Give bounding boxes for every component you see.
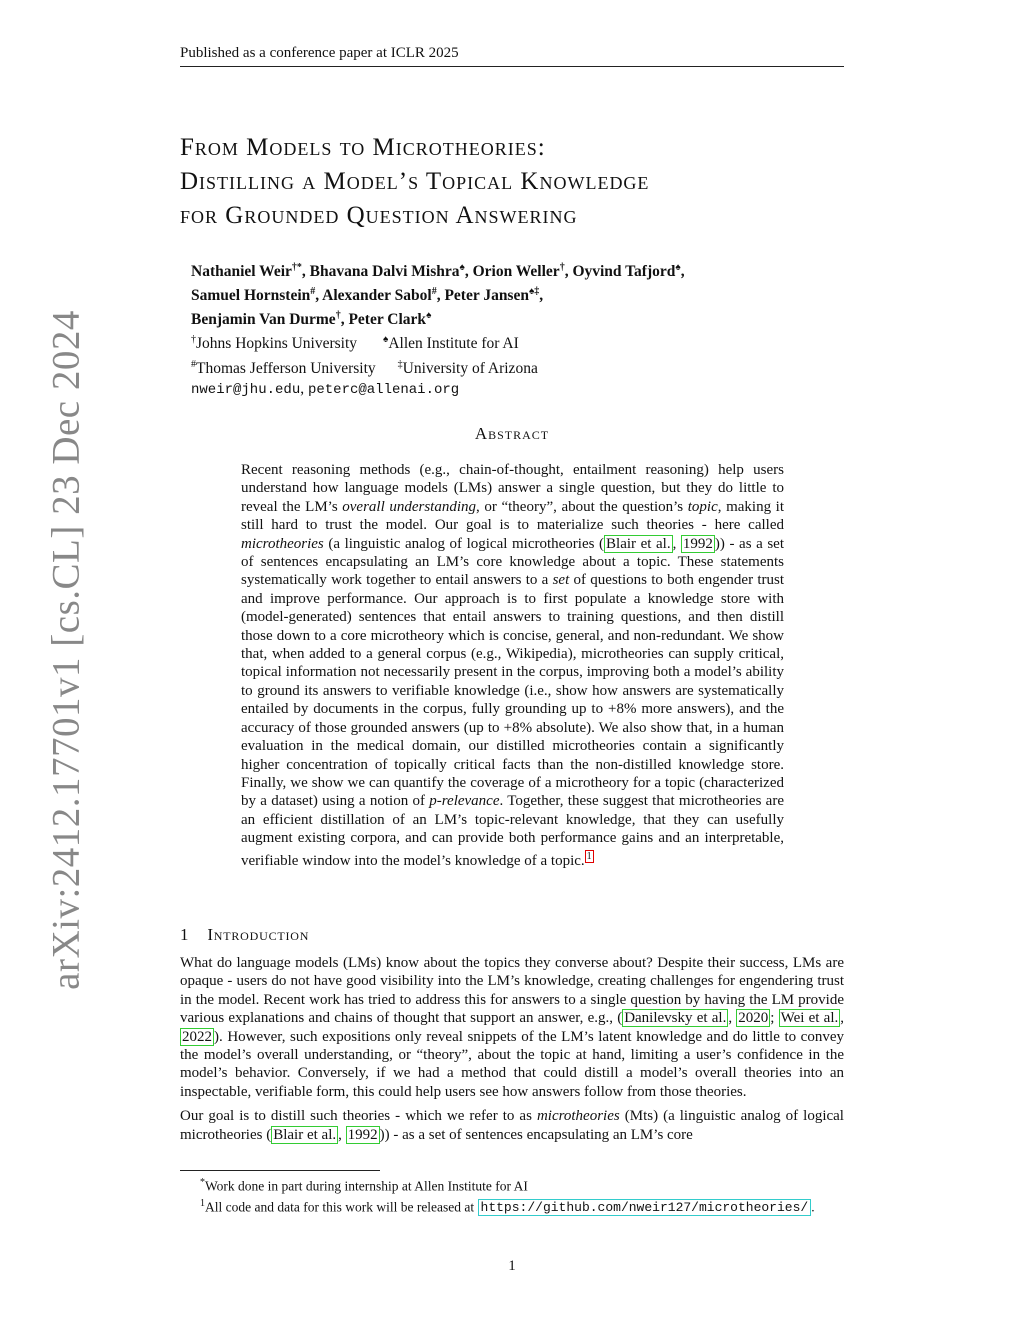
- citation-separator: ,: [672, 535, 681, 552]
- paragraph-emphasis: microtheories: [536, 1108, 620, 1125]
- author-sep: ,: [539, 287, 544, 305]
- author-mark: #: [431, 286, 437, 298]
- citation-separator: ,: [338, 1126, 346, 1143]
- email-link[interactable]: nweir@jhu.edu: [191, 381, 301, 398]
- section-heading-introduction: [180, 925, 309, 945]
- section-number: 1: [180, 925, 190, 944]
- author-name: , Bhavana Dalvi Mishra: [301, 263, 460, 281]
- footnote-1: [180, 1174, 844, 1195]
- title-line-3: for Grounded Question Answering: [180, 202, 578, 229]
- author-name: , Peter Jansen: [436, 287, 529, 305]
- author-mark: ♠: [675, 262, 681, 273]
- email-separator: ,: [300, 379, 308, 397]
- abstract-text: Recent reasoning methods (e.g., chain-of-thought, entailment reasoning) help users understand how language models (LMs) answer a single question, but they do little to reveal the LM’s: [241, 462, 784, 515]
- abstract-body: [241, 461, 784, 870]
- abstract-text: of questions to both engender trust and improve performance. Our approach is to first populate a knowledge store with (model-generated) sentences that entail answers to training questions, and then distill those down to a core microtheory which is concise, general, and non-redundant. We show that, when added to a general corpus (e.g., Wikipedia), microtheories can supply critical, topical information not necessarily present in the corpus, improving both a model’s ability to ground its answers to verifiable knowledge (i.e., show how answers are systematically entailed by documents in the corpus, fully grounding up to +8% more answers), and the accuracy of those grounded answers (up to +8% absolute). We also show that, in a human evaluation in the medical domain, our distilled microtheories contain a significantly higher concentration of topically critical facts than the non-distilled knowledge store. Finally, we show we can quantify the coverage of a microtheory for a topic (characterized by a dataset) using a notion of: [241, 572, 784, 810]
- author-name: , Alexander Sabol: [315, 287, 432, 305]
- affiliation: Allen Institute for AI: [388, 335, 519, 353]
- footnote-rule: [180, 1170, 380, 1171]
- email-link[interactable]: peterc@allenai.org: [307, 381, 460, 398]
- abstract-emphasis: microtheories: [241, 535, 324, 552]
- citation-link[interactable]: Blair et al.: [606, 535, 671, 552]
- author-name: Nathaniel Weir: [191, 263, 292, 281]
- abstract-emphasis: p-relevance: [429, 793, 500, 810]
- author-mark: †: [335, 310, 341, 322]
- author-block: [191, 258, 811, 400]
- abstract-emphasis: topic: [687, 498, 718, 515]
- citation-separator: ,: [840, 1010, 844, 1027]
- author-mark: †: [559, 262, 565, 273]
- repository-link[interactable]: https://github.com/nweir127/microtheories/: [478, 1199, 812, 1216]
- abstract-emphasis: overall understanding: [342, 498, 477, 515]
- citation-link[interactable]: Danilevsky et al.: [624, 1010, 727, 1027]
- footnote-text: .: [811, 1199, 815, 1214]
- affiliation: University of Arizona: [402, 359, 538, 377]
- footnote-text: Work done in part during internship at Allen Institute for AI: [205, 1178, 528, 1194]
- author-name: , Peter Clark: [340, 311, 427, 329]
- author-name: Samuel Hornstein: [191, 287, 311, 305]
- author-line-3: [191, 306, 811, 330]
- affiliation-line-1: [191, 330, 811, 354]
- abstract-text: , making it still hard to trust the model. Our goal is to materialize such theories - here called: [241, 498, 785, 534]
- paragraph-text: Our goal is to distill such theories - which we refer to as: [180, 1108, 537, 1125]
- citation-separator: ;: [770, 1010, 779, 1027]
- paragraph-text: (Mts) (a linguistic analog of logical microtheories (: [180, 1108, 844, 1143]
- page-number: 1: [508, 1258, 516, 1274]
- affiliation-mark: ♠: [383, 334, 389, 346]
- author-line-2: [191, 282, 811, 306]
- paragraph-text: ). However, such expositions only reveal snippets of the LM’s latent knowledge and do little to convey the model’s overall understanding, or “theory”, about the topic at hand, limiting a user’s confidence in the model’s behavior. Conversely, if we had a method that could distill a model’s overall theories into an inspectable, verifiable form, this could help users see how answers follow from those theories.: [180, 1028, 844, 1100]
- citation-link[interactable]: Blair et al.: [273, 1126, 337, 1143]
- affiliation-mark: ‡: [397, 358, 403, 370]
- abstract-emphasis: set: [552, 572, 570, 589]
- author-name: Benjamin Van Durme: [191, 311, 336, 329]
- author-name: , Oyvind Tafjord: [564, 263, 676, 281]
- abstract-text: , or “theory”, about the question’s: [476, 498, 688, 515]
- affiliation-mark: †: [191, 334, 196, 346]
- paper-title: [180, 131, 840, 233]
- author-name: , Orion Weller: [464, 263, 560, 281]
- title-line-2: Distilling a Model’s Topical Knowledge: [180, 168, 650, 195]
- author-mark: †*: [291, 262, 302, 273]
- abstract-text: . Together, these suggest that microtheories are an efficient distillation of an LM’s topic-relevant knowledge, that they can usefully augment existing corpora, and can provide both performance gains and an interpretable, verifiable window into the model’s knowledge of a topic.: [241, 793, 784, 869]
- citation-separator: ,: [728, 1010, 737, 1027]
- footnotes: [180, 1170, 844, 1216]
- running-header: Published as a conference paper at ICLR 2025: [180, 45, 844, 67]
- arxiv-stamp[interactable]: arXiv:2412.17701v1 [cs.CL] 23 Dec 2024: [44, 310, 88, 990]
- citation-link[interactable]: Wei et al.: [780, 1010, 839, 1027]
- paragraph: [180, 1107, 844, 1144]
- footnote-text: All code and data for this work will be released at: [205, 1199, 478, 1214]
- author-mark: ♠: [426, 310, 432, 322]
- author-mark: ♠‡: [528, 286, 540, 298]
- paragraph-text: What do language models (LMs) know about the topics they converse about? Despite their success, LMs are opaque - users do not have good visibility into the LM’s knowledge, creating challenges for engendering trust in the model. Recent work has tried to address this for answers to a single question by having the LM provide various explanations and chains of thought that support an answer, e.g., (: [180, 955, 844, 1027]
- abstract-text: )) - as a set of sentences encapsulating an LM’s core knowledge about a topic. These statements systematically work together to entail answers to a: [241, 535, 784, 589]
- author-line-1: [191, 258, 811, 282]
- abstract-heading: Abstract: [474, 424, 550, 443]
- email-line: [191, 379, 811, 400]
- citation-link[interactable]: 2022: [182, 1028, 212, 1045]
- paragraph-text: )) - as a set of sentences encapsulating an LM’s core: [379, 1126, 693, 1143]
- section-title: Introduction: [207, 925, 310, 944]
- citation-link[interactable]: 2020: [738, 1010, 769, 1027]
- footnote-2: [180, 1195, 844, 1217]
- introduction-body: [180, 954, 844, 1150]
- author-mark: #: [310, 286, 316, 298]
- title-line-1: From Models to Microtheories:: [180, 134, 546, 161]
- author-sep: ,: [680, 263, 685, 281]
- footnote-link[interactable]: 1: [586, 850, 592, 862]
- affiliation: Thomas Jefferson University: [196, 359, 376, 377]
- citation-link[interactable]: 1992: [682, 535, 713, 552]
- affiliation-mark: #: [191, 358, 196, 370]
- abstract-text: (a linguistic analog of logical microtheories (: [323, 535, 605, 552]
- affiliation: Johns Hopkins University: [196, 335, 358, 353]
- author-mark: ♠: [459, 262, 465, 273]
- citation-link[interactable]: 1992: [347, 1126, 378, 1143]
- footnote-marker: *: [200, 1177, 205, 1188]
- affiliation-line-2: [191, 355, 811, 379]
- footnote-marker: 1: [200, 1197, 205, 1209]
- paragraph: [180, 954, 844, 1101]
